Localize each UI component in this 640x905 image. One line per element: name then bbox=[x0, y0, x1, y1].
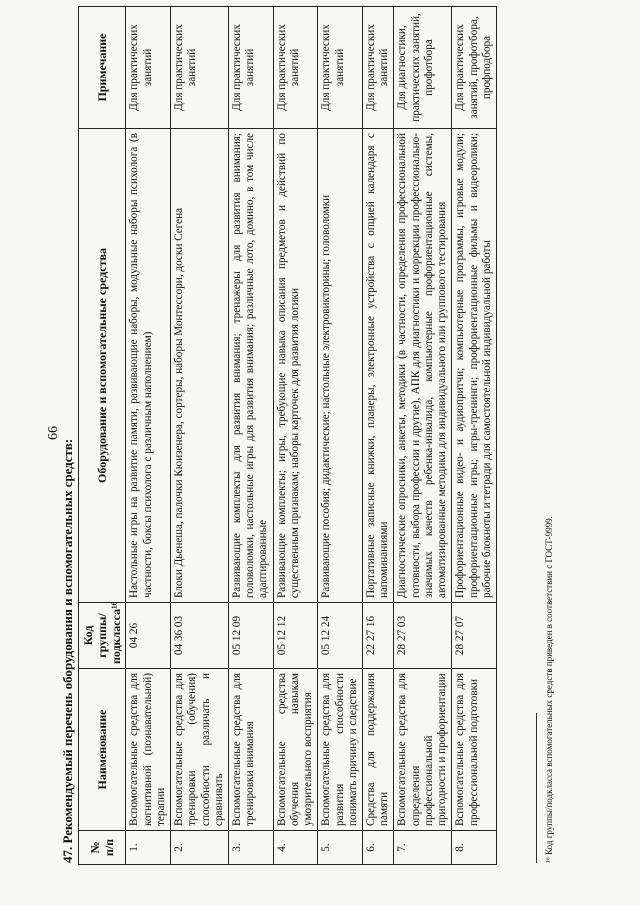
rotated-content bbox=[48, 0, 608, 905]
row-name: Вспомогательные средства для развития способности понимать причину и следствие bbox=[318, 669, 363, 831]
header-name: Наименование bbox=[79, 669, 126, 831]
header-code: Код группы/ подкласса¹⁶ bbox=[79, 603, 126, 669]
row-equipment: Развивающие комплекты; игры, требующие навыка описания предметов и действий по существенным признакам; наборы карточек для развития логики bbox=[273, 129, 318, 603]
row-num: 4. bbox=[273, 831, 318, 865]
table-row bbox=[394, 7, 452, 865]
row-code: 05 12 12 bbox=[273, 603, 318, 669]
table-row bbox=[229, 7, 274, 865]
table-row bbox=[362, 7, 393, 865]
row-name: Вспомогательные средства для когнитивной (познавательной) терапии bbox=[126, 669, 171, 831]
row-num: 3. bbox=[229, 831, 274, 865]
table-row bbox=[318, 7, 363, 865]
row-note: Для диагностики, практических занятий, профотбора bbox=[394, 7, 452, 129]
row-num: 1. bbox=[126, 831, 171, 865]
equipment-table bbox=[78, 6, 497, 865]
table-row bbox=[171, 7, 229, 865]
row-num: 5. bbox=[318, 831, 363, 865]
row-name: Вспомогательные средства для определения профессиональной пригодности и профориентации bbox=[394, 669, 452, 831]
table-row bbox=[126, 7, 171, 865]
table-row bbox=[273, 7, 318, 865]
section-heading: 47. Рекомендуемый перечень оборудования и вспомогательных средств: bbox=[60, 438, 75, 863]
row-name: Средства для поддержания памяти bbox=[362, 669, 393, 831]
row-equipment: Развивающие пособия; дидактические; настольные электровикторины; головоломки bbox=[318, 129, 363, 603]
row-code: 05 12 09 bbox=[229, 603, 274, 669]
row-equipment: Настольные игры на развитие памяти, развивающие наборы, модульные наборы психолога (в частности, боксы психолога с различным наполнением) bbox=[126, 129, 171, 603]
row-code: 28 27 03 bbox=[394, 603, 452, 669]
row-code: 05 12 24 bbox=[318, 603, 363, 669]
row-code: 28 27 07 bbox=[452, 603, 497, 669]
row-num: 6. bbox=[362, 831, 393, 865]
table-row bbox=[452, 7, 497, 865]
row-code: 22 27 16 bbox=[362, 603, 393, 669]
row-note: Для практических занятий, профотбора, профподбора bbox=[452, 7, 497, 129]
row-note: Для практических занятий bbox=[171, 7, 229, 129]
row-note: Для практических занятий bbox=[318, 7, 363, 129]
header-note: Примечание bbox=[79, 7, 126, 129]
page-number: 66 bbox=[46, 426, 61, 440]
row-note: Для практических занятий bbox=[229, 7, 274, 129]
footnote-divider bbox=[536, 713, 537, 863]
header-equipment: Оборудование и вспомогательные средства bbox=[79, 129, 126, 603]
row-equipment: Блоки Дьенеша, палочки Кюизенера, сортеры, наборы Монтессори, доски Сегена bbox=[171, 129, 229, 603]
row-num: 8. bbox=[452, 831, 497, 865]
row-equipment: Развивающие комплекты для развития внимания; тренажеры для развития внимания; головоломки, настольные игры для развития внимания; различные лото, домино, в том числе адаптированные bbox=[229, 129, 274, 603]
row-name: Вспомогательные средства для тренировки внимания bbox=[229, 669, 274, 831]
row-num: 2. bbox=[171, 831, 229, 865]
row-equipment: Диагностические опросники, анкеты, методики (в частности, определения профессиональной готовности, выбора профессии и другие), АПК для диагностики и коррекции профессионально-значимых качеств ребенка-инвалида, компьютерные профориентационные системы, автоматизированные методики для индивидуального или группового тестирования bbox=[394, 129, 452, 603]
row-name: Вспомогательные средства обучения навыкам умозрительного восприятия bbox=[273, 669, 318, 831]
row-num: 7. bbox=[394, 831, 452, 865]
row-code: 04 36 03 bbox=[171, 603, 229, 669]
row-equipment: Портативные записные книжки, планеры, электронные устройства с опцией календаря с напоминаниями bbox=[362, 129, 393, 603]
header-num: № п/п bbox=[79, 831, 126, 865]
table-header-row bbox=[79, 7, 126, 865]
footnote: ¹⁶ Код группы/подкласса вспомогательных средств приведен в соответствии с ГОСТ-9999. bbox=[544, 516, 554, 863]
row-code: 04 26 bbox=[126, 603, 171, 669]
row-note: Для практических занятий bbox=[126, 7, 171, 129]
row-note: Для практических занятий bbox=[273, 7, 318, 129]
row-name: Вспомогательные средства для профессиональной подготовки bbox=[452, 669, 497, 831]
row-name: Вспомогательные средства для тренировки (обучения) способности различать и сравнивать bbox=[171, 669, 229, 831]
row-equipment: Профориентационные видео- и аудиопритчи; компьютерные программы, игровые модули; профориентационные игры; игры-тренинги; профориентационные фильмы и видеоролики; рабочие блокноты и тетради для самостоятельной индивидуальной работы bbox=[452, 129, 497, 603]
row-note: Для практических занятий bbox=[362, 7, 393, 129]
